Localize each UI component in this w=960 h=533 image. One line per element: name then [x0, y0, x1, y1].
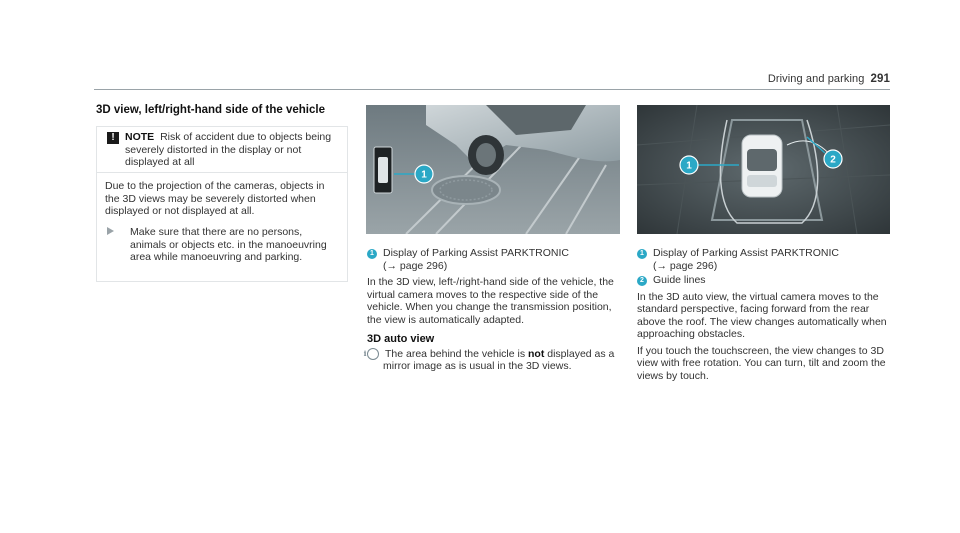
info-bold: not [528, 347, 545, 360]
image2-callout-1: 1 [686, 160, 692, 172]
col2-paragraph: In the 3D view, left-/right-hand side of the vehicle, the virtual camera moves to the respective side of the vehicle. When you change the transmission position, the view is automatically adapted. [367, 276, 614, 326]
image1-callout-1: 1 [421, 169, 427, 181]
caption-text: Display of Parking Assist PARKTRONIC [653, 247, 839, 259]
note-header [97, 127, 347, 173]
running-head-title: Driving and parking [767, 73, 865, 85]
col2-caption-1-ref: (→ page 296) [383, 259, 448, 272]
callout-badge: 1 [367, 249, 377, 259]
page-number: 291 [870, 73, 890, 85]
col3-caption-2 [637, 274, 891, 287]
col2-subhead: 3D auto view [367, 333, 435, 345]
col3-paragraph-1: In the 3D auto view, the virtual camera moves to the standard perspective, facing forward from the rear above the roof. The view changes automatically when approaching obstacles. [637, 290, 887, 340]
arrow-right-icon [107, 227, 114, 235]
col2-info [363, 347, 621, 373]
col3-paragraph-2: If you touch the touchscreen, the view changes to 3D view with free rotation. You can turn, tilt and zoom the views by touch. [637, 344, 886, 382]
callout-badge: 1 [637, 249, 647, 259]
note-warning [125, 131, 339, 169]
info-icon: i [367, 348, 379, 360]
section-title: 3D view, left/right-hand side of the vehicle [96, 104, 325, 116]
header-rule [94, 89, 890, 90]
info-post: displayed as a mirror image as is usual in the 3D views. [383, 347, 615, 372]
note-body: Due to the projection of the cameras, objects in the 3D views may be severely distorted when displayed or not displayed at all. [105, 180, 325, 217]
caption-text: Display of Parking Assist PARKTRONIC [383, 247, 569, 259]
col3-text [637, 247, 891, 382]
running-head [768, 73, 890, 85]
instruction-text: Make sure that there are no persons, animals or objects etc. in the manoeuvring area while manoeuvring and parking. [130, 226, 327, 263]
auto-view-camera-image [637, 105, 890, 234]
callout-badge: 2 [637, 276, 647, 286]
side-view-camera-image [366, 105, 620, 234]
note-box [96, 126, 348, 282]
col2-caption-1 [367, 247, 621, 260]
image2-callout-2: 2 [830, 154, 836, 166]
col3-caption-1 [637, 247, 891, 260]
note-label: NOTE [125, 131, 155, 143]
col3-caption-1-ref: (→ page 296) [653, 259, 718, 272]
warning-icon: ! [107, 132, 119, 144]
col2-text [363, 247, 621, 373]
caption-text: Guide lines [653, 274, 706, 286]
note-warning-text: Risk of accident due to objects being severely distorted in the display or not displayed at all [125, 131, 332, 168]
info-pre: The area behind the vehicle is [385, 347, 529, 360]
